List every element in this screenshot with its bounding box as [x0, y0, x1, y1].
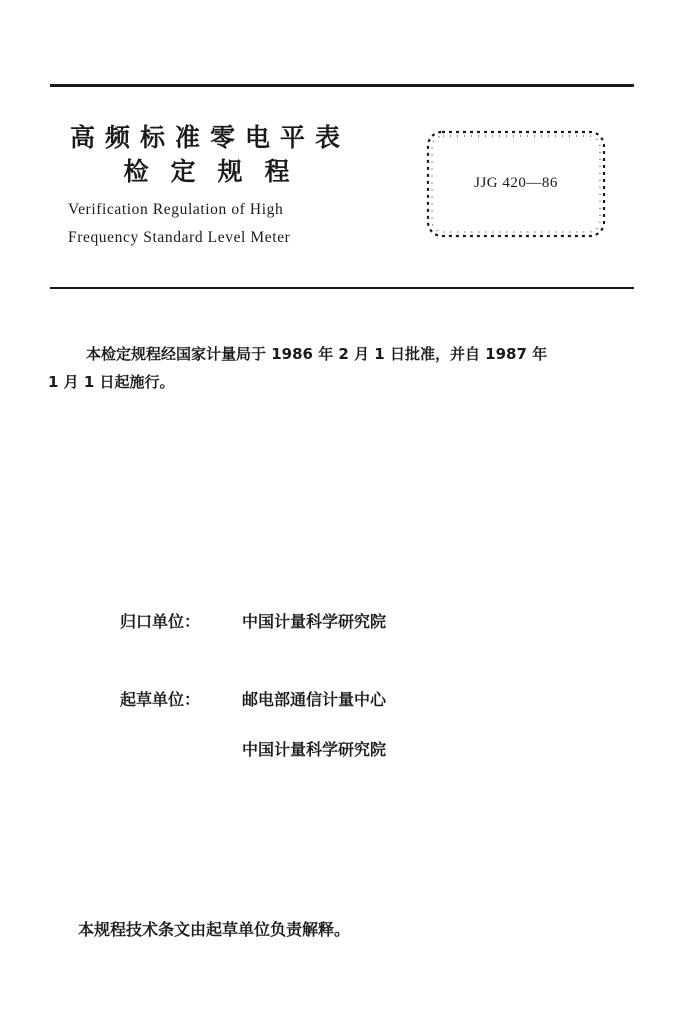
standard-code-box	[424, 128, 608, 240]
responsible-unit-label: 归口单位：	[120, 612, 201, 631]
approval-line2: 1 月 1 日起施行。	[48, 373, 175, 391]
subtitle-chinese: 检定规程	[123, 157, 312, 186]
approval-statement	[48, 340, 638, 396]
title-english-line2: Frequency Standard Level Meter	[68, 229, 291, 246]
title-english-line1: Verification Regulation of High	[68, 201, 284, 218]
approval-line1: 本检定规程经国家计量局于 1986 年 2 月 1 日批准，并自 1987 年	[86, 345, 548, 363]
drafting-unit-value-1: 邮电部通信计量中心	[242, 690, 387, 709]
header-bottom-rule	[50, 287, 634, 289]
responsible-unit-value: 中国计量科学研究院	[242, 612, 387, 631]
drafting-unit-label: 起草单位：	[120, 690, 201, 709]
header-top-rule	[50, 84, 634, 87]
title-chinese: 高频标准零电平表	[70, 123, 351, 152]
standard-code: JJG 420—86	[474, 175, 558, 191]
interpretation-note: 本规程技术条文由起草单位负责解释。	[78, 920, 351, 939]
drafting-unit-value-2: 中国计量科学研究院	[242, 740, 387, 759]
